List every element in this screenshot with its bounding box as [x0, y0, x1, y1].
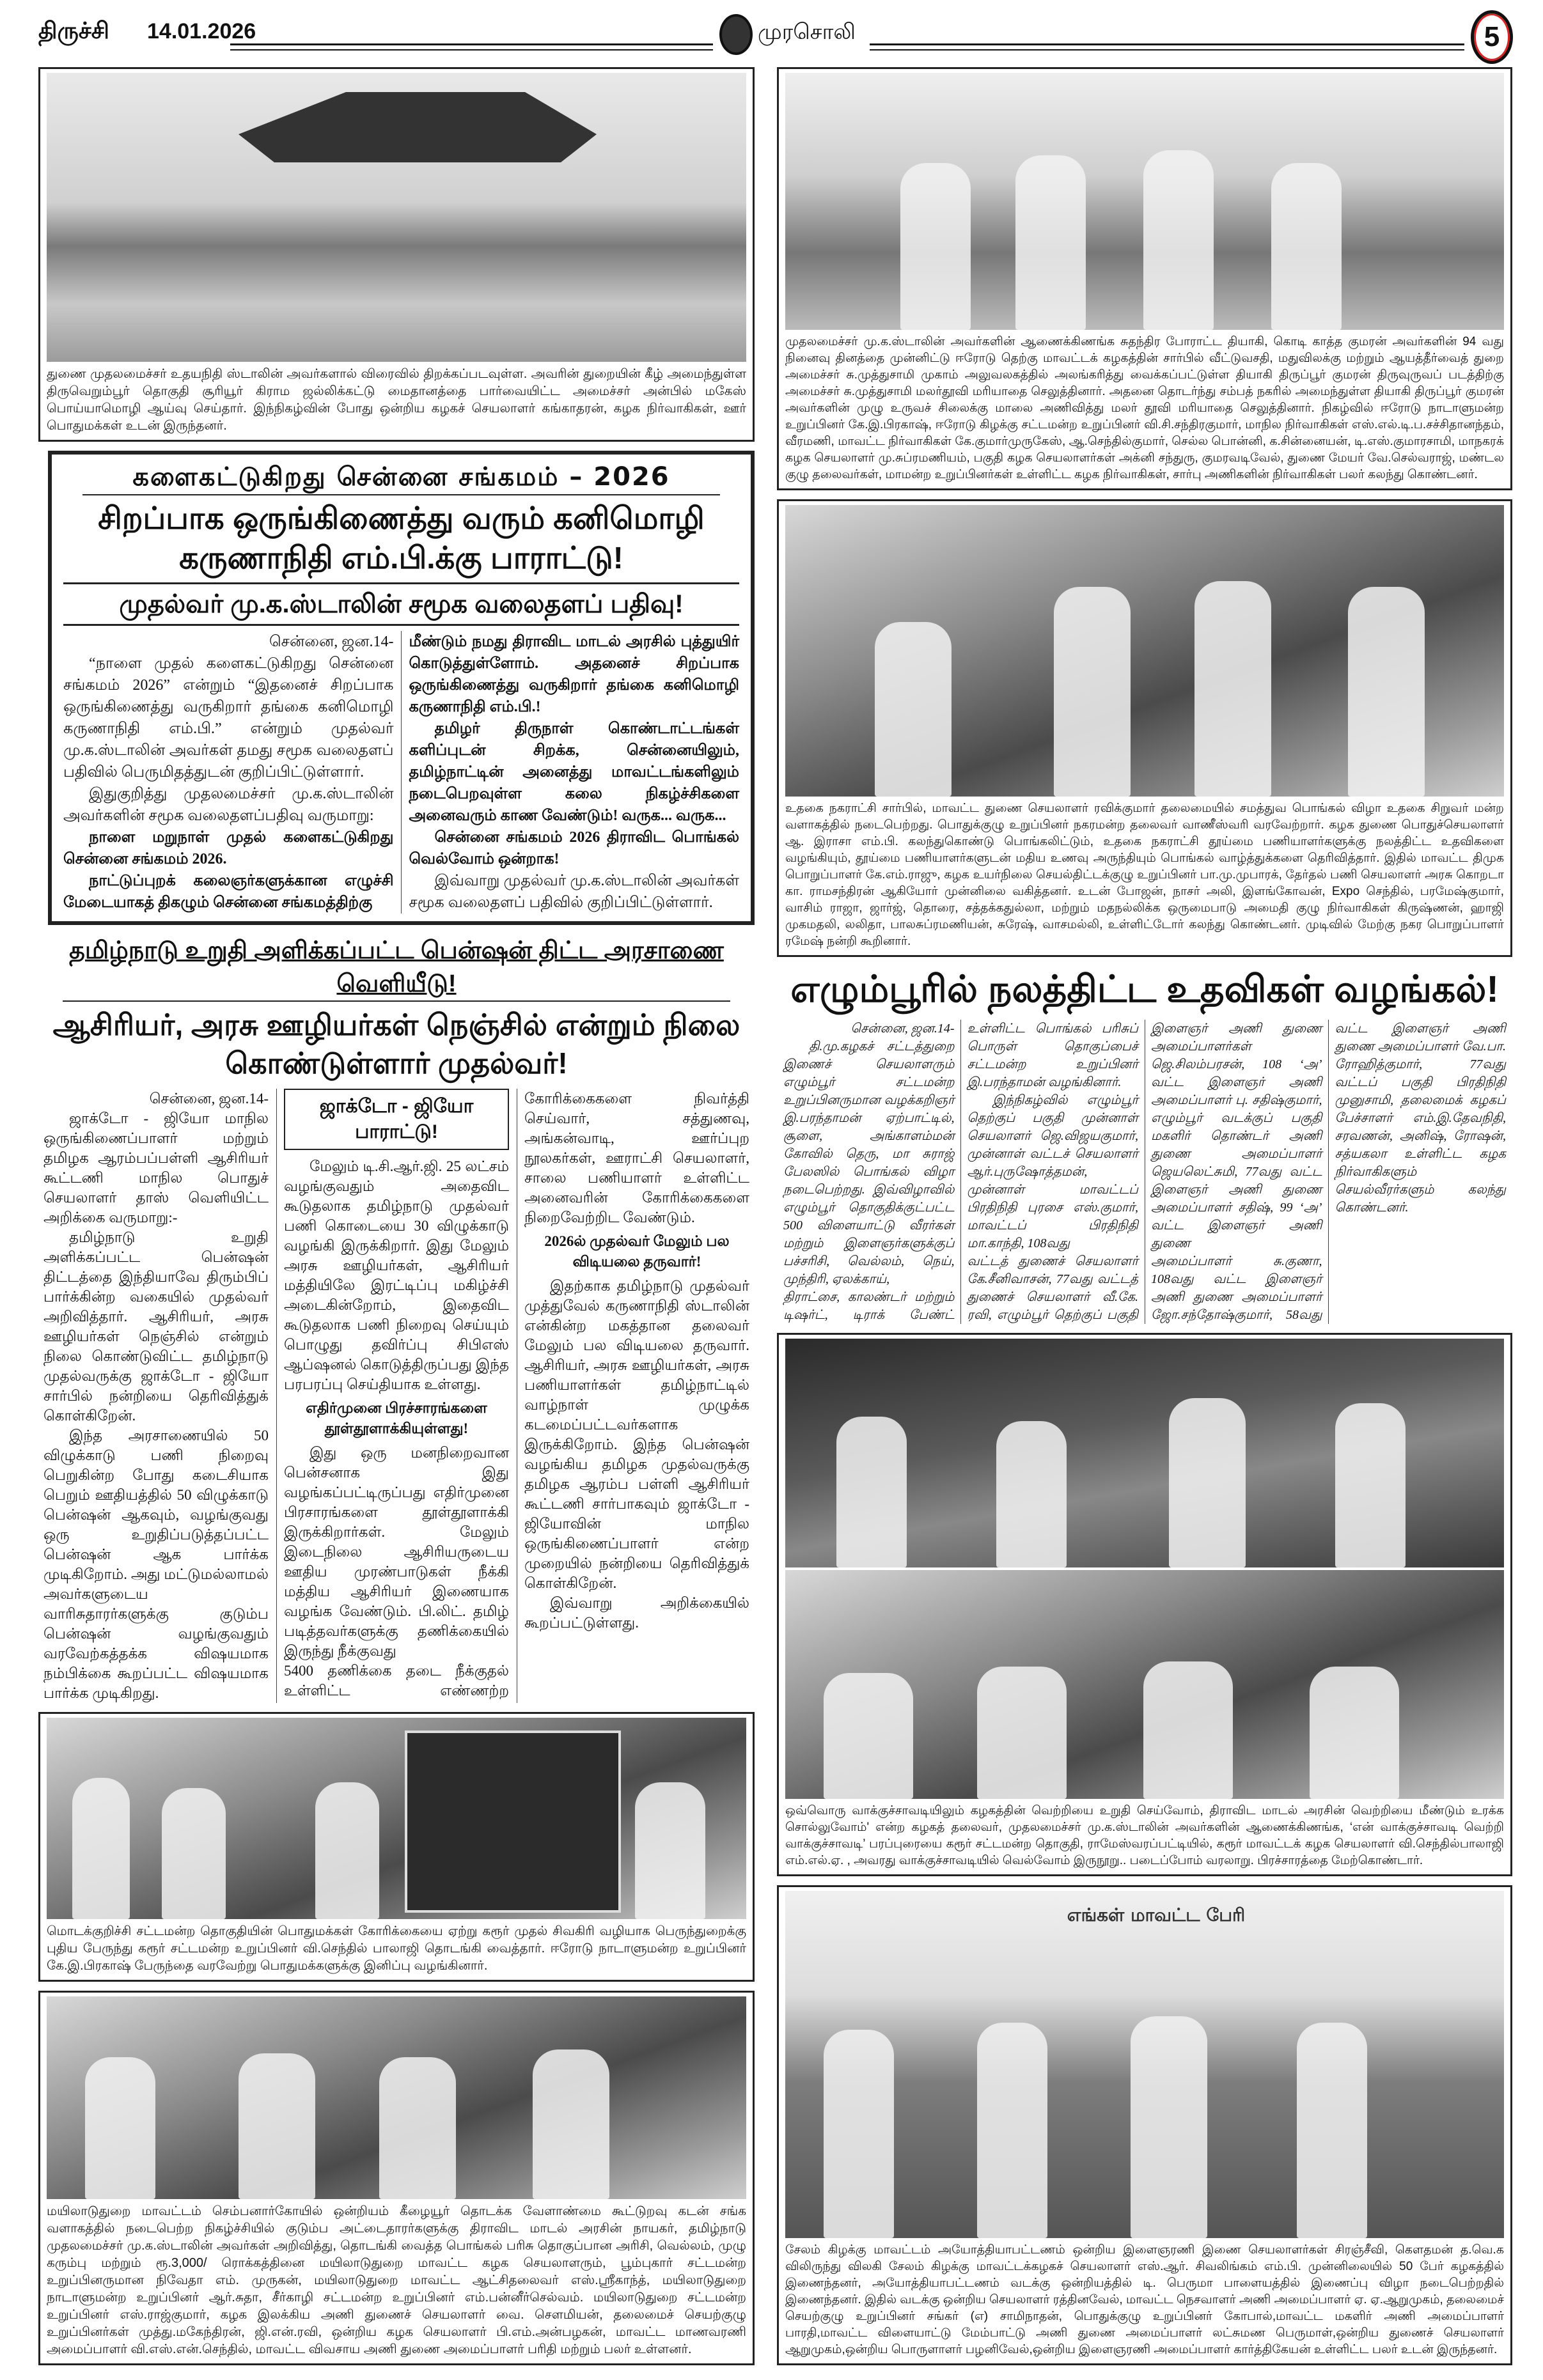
page-header [38, 12, 1516, 63]
section-subhead: எதிர்முனை பிரச்சாரங்களை தூள்தூளாக்கியுள்ளது! [306, 1399, 487, 1436]
masthead-name: முரசொலி [758, 19, 856, 45]
photo-story-ooty-pongal [777, 499, 1512, 957]
photo-story-jallikattu [38, 67, 755, 442]
paragraph: இவ்வாறு முதல்வர் மு.க.ஸ்டாலின் அவர்கள் சமூக வலைதளப் பதிவில் குறிப்பிட்டுள்ளார். [409, 872, 739, 911]
photo-story-pongal-gift [38, 1991, 755, 2365]
header-rule [230, 43, 713, 51]
masthead-logo-icon [719, 14, 753, 55]
right-column [777, 67, 1512, 2365]
photo-caption: சேலம் கிழக்கு மாவட்டம் அயோத்தியாபட்டணம் ஒன்றிய இளைஞரணி இணை செயலாளர்கள் சிரஞ்சீவி, கௌதமன் த.வெ.க விலிருந்து விலகி சேலம் கிழக்கு மாவட்டக்கழகச் செயலாளர் எஸ்.ஆர். சிவலிங்கம் எம்.பி. முன்னிலையில் 50 பேர் கழகத்தில் இணைந்தனர், அயோத்தியாபட்டணம் வடக்கு ஒன்றியத்தில் டி. பெருமா பாளையத்தில் இணைப்பு விழா நடைபெற்றதில் இணைந்தனர். இதில் வடக்கு ஒன்றிய செயலாளர் ரத்தினவேல், மாவட்ட நெசவாளர் அணி அமைப்பாளர் ஏ. ஏ.ஆறுமுகம், தலைமைச் செயற்குழு உறுப்பினர் சங்கர் (எ) சாமிநாதன், பொதுக்குழு உறுப்பினர் கோபால்,மாவட்ட மகளிர் அணி அமைப்பாளர் பாரதி,மாவட்ட விளையாட்டு மேம்பாட்டு அணி துணை அமைப்பாளர் லட்சுமண பெருமாள்,ஒன்றிய துணைச் செயலாளர் ஆறுமுகம்,ஒன்றிய பொருளாளர் பழனிவேல்,ஒன்றிய இளைஞரணி அமைப்பாளர் கார்த்திகேயன் உள்ளிட்ட பலர் உடன் இருந்தனர். [785, 2243, 1504, 2357]
paragraph: திராட்சை, காலண்டர் மற்றும் டிஷர்ட், டிராக் பேண்ட் உள்ளிட்ட பொங்கல் பரிசுப் பொருள் தொகுப்பைச் சட்டமன்ற உறுப்பினர் இ.பரந்தாமன் வழங்கினார். [783, 1022, 1138, 1323]
paragraph: இதற்காக தமிழ்நாடு முதல்வர் முத்துவேல் கருணாநிதி ஸ்டாலின் என்கின்ற மகத்தான தலைவர் மேலும் பல விடியலை தருவார். ஆசிரியர், அரசு ஊழியர்கள், அரசு பணியாளர்கள் தமிழ்நாட்டில் வாழ்நாள் முழுக்க கடமைப்பட்டவர்களாக இருக்கிறோம். இந்த பென்ஷன் வழங்கிய தமிழக முதல்வருக்கு தமிழக ஆரம்ப பள்ளி ஆசிரியர் கூட்டணி சார்பாகவும் ஜாக்டோ - ஜியோவின் மாநில ஒருங்கிணைப்பாளர் என்ற முறையில் நன்றியை தெரிவித்துக் கொள்கிறேன். [524, 1277, 749, 1591]
photo-story-booth-campaign [777, 1333, 1512, 1876]
news-photo [47, 1996, 746, 2199]
photo-story-bus [38, 1712, 755, 1982]
news-photo [785, 1570, 1504, 1799]
news-photo [47, 1718, 746, 1920]
paragraph: மேலும் டி.சி.ஆர்.ஜி. 25 லட்சம் வழங்குவதும் அதைவிட கூடுதலாக தமிழ்நாடு முதல்வர் பணி கொடையை 30 விழுக்காடு வழங்கி இருக்கிறார். இது மேலும் அரசு ஊழியர்கள், ஆசிரியர் மத்தியிலே இரட்டிப்பு மகிழ்ச்சி அடைகின்றோம், இதைவிட கூடுதலாக பணி நிறைவு செய்யும் பொழுது தவிர்ப்பு சிபிஎஸ் ஆப்ஷனல் கொடுத்திருப்பது இந்த பரபரப்பு செய்தியாக உள்ளது. [284, 1158, 509, 1392]
paragraph: தி.மு.கழகச் சட்டத்துறை இணைச் செயலாளரும் எழும்பூர் சட்டமன்ற உறுப்பினருமான வழக்கறிஞர் இ.பரந்தாமன் ஏற்பாட்டில், சூளை, அங்காளம்மன் கோவில் தெரு, மா சுராஜ் பேலஸில் பொங்கல் விழா நடைபெற்றது. இவ்விழாவில் எழும்பூர் தொகுதிக்குட்பட்ட 500 விளையாட்டு வீரர்கள் மற்றும் இளைஞர்களுக்குப் பச்சரிசி, வெல்லம், நெய், முந்திரி, ஏலக்காய், [783, 1039, 955, 1287]
article-headline: சிறப்பாக ஒருங்கிணைத்து வரும் கனிமொழி கருணாநிதி எம்.பி.க்கு பாராட்டு! [98, 501, 705, 575]
paragraph: ஜாக்டோ - ஜியோ மாநில ஒருங்கிணைப்பாளர் மற்றும் தமிழக ஆரம்பப்பள்ளி ஆசிரியர் கூட்டணி மாநில பொதுச் செயலாளர் தாஸ் வெளியிட்ட அறிக்கை வருமாறு:- [43, 1110, 269, 1225]
paragraph: தமிழர் திருநாள் கொண்டாட்டங்கள் களிப்புடன் சிறக்க, சென்னையிலும், தமிழ்நாட்டின் அனைத்து மாவட்டங்களிலும் நடைபெறவுள்ள கலை நிகழ்ச்சிகளை அனைவரும் காண வேண்டும்! வருக... வருக... [409, 720, 739, 824]
dateline: சென்னை, ஜன.14- [850, 1022, 955, 1036]
article-subhead: முதல்வர் மு.க.ஸ்டாலின் சமூக வலைதளப் பதிவு! [119, 589, 684, 618]
divider [63, 624, 739, 626]
edition-city: திருச்சி [38, 18, 109, 44]
article-kicker: களைகட்டுகிறது சென்னை சங்கமம் – 2026 [132, 462, 670, 492]
article-body [63, 631, 739, 914]
article-body [43, 1089, 749, 1703]
banner-text: எங்கள் மாவட்ட பேரி [1067, 1904, 1246, 1926]
divider [82, 494, 720, 495]
photo-caption: மயிலாடுதுறை மாவட்டம் செம்பனார்கோயில் ஒன்றியம் கீழையூர் தொடக்க வேளாண்மை கூட்டுறவு கடன் சங்க வளாகத்தில் நடைபெற்ற நிகழ்ச்சியில் குடும்ப அட்டைதாரர்களுக்கு திராவிட மாடல் அரசின் நாயகர், தமிழ்நாடு முதலமைச்சர் மு.க.ஸ்டாலின் அவர்கள் அறிவித்து, தொடங்கி வைத்த பொங்கல் பரிசு தொகுப்பான அரிசி, வெல்லம், முழு கரும்பு மற்றும் ரூ.3,000/ ரொக்கத்தினை மயிலாடுதுறை மாவட்ட கழக செயலாளரும், பூம்புகார் சட்டமன்ற உறுப்பினருமான நிவேதா எம். முருகன், மயிலாடுதுறை மாவட்ட ஆட்சிதலைவர் எஸ்.ஸ்ரீகாந்த், மயிலாடுதுறை நாடாளுமன்ற உறுப்பினர் ஆர்.சுதா, சீர்காழி சட்டமன்ற உறுப்பினர் எம்.பன்னீர்செல்வம். மயிலாடுதுறை சட்டமன்ற உறுப்பினர் எஸ்.ராஜ்குமார், கழக இலக்கிய அணி துணைச் செயலாளர் வை. சௌமியன், தலைமைச் செயற்குழு உறுப்பினர்கள் முத்து.மகேந்திரன், ஜி.என்.ரவி, ஒன்றிய கழக செயலாளர் பி.எம்.அன்பழகன், மாவட்ட மாணவரணி அமைப்பாளர் வி.எஸ்.என்.செந்தில், மாவட்ட விவசாய அணி துணை அமைப்பாளர் பரிதி மற்றும் பலர் உள்ளனர். [47, 2204, 747, 2356]
paragraph: இது ஒரு மனநிறைவான பென்சனாக இது வழங்கப்பட்டிருப்பது எதிர்முனை பிரசாரங்களை தூள்தூளாக்கி இருக்கிறார்கள். மேலும் இடைநிலை ஆசிரியருடைய ஊதிய முரண்பாடுகள் நீக்கி மத்திய ஆசிரியர் இணையாக வழங்க வேண்டும். பி.லிட். தமிழ் படித்தவர்களுக்கு தணிக்கையில் இருந்து நீக்குவது [284, 1444, 509, 1659]
edition-date: 14.01.2026 [147, 19, 256, 43]
news-photo [785, 505, 1504, 797]
left-column [38, 67, 755, 2365]
article-body [783, 1020, 1506, 1324]
photo-caption: மொடக்குறிச்சி சட்டமன்ற தொகுதியின் பொதுமக்கள் கோரிக்கையை ஏற்று கரூர் முதல் சிவகிரி வழியாக பெருந்துறைக்கு புதிய பேருந்து கரூர் சட்டமன்ற உறுப்பினர் வி.செந்தில் பாலாஜி தொடங்கி வைத்தார். ஈரோடு நாடாளுமன்ற உறுப்பினர் கே.இ.பிரகாஷ் பேருந்தை வரவேற்று பொதுமக்களுக்கு இனிப்பு வழங்கினார். [47, 1924, 747, 1973]
paragraph: நாட்டுப்புறக் கலைஞர்களுக்கான எழுச்சி மேடையாகத் திகழும் சென்னை சங்கமத்திற்கு [63, 872, 394, 911]
article-headline: ஆசிரியர், அரசு ஊழியர்கள் நெஞ்சில் என்றும் நிலை கொண்டுள்ளார் முதல்வர்! [52, 1007, 740, 1080]
paragraph: தமிழ்நாடு உறுதி அளிக்கப்பட்ட பென்ஷன் திட்டத்தை இந்தியாவே திரும்பிப் பார்க்கின்ற வகையில் முதல்வர் அறிவித்தார். ஆசிரியர், அரசு ஊழியர்கள் நெஞ்சில் என்றும் நிலை கொண்டுவிட்ட தமிழ்நாடு முதல்வருக்கு ஜாக்டோ - ஜியோ சார்பில் நன்றியை தெரிவித்துக் கொள்கிறேன். [43, 1229, 269, 1424]
boxed-title: ஜாக்டோ - ஜியோ பாராட்டு! [284, 1089, 509, 1150]
paragraph: மீண்டும் நமது திராவிட மாடல் அரசில் புத்துயிர் கொடுத்துள்ளோம். அதனைச் சிறப்பாக ஒருங்கிணைத்து வருகிறார் தங்கை கனிமொழி கருணாநிதி எம்.பி.! [409, 633, 739, 715]
article-headline: எழும்பூரில் நலத்திட்ட உதவிகள் வழங்கல்! [790, 968, 1499, 1011]
header-rule [870, 43, 1464, 51]
section-subhead: 2026ல் முதல்வர் மேலும் பல விடியலை தருவார்! [544, 1233, 730, 1270]
photo-story-kumaran [777, 67, 1512, 490]
news-photo [785, 1891, 1504, 2238]
photo-caption: ஒவ்வொரு வாக்குச்சாவடியிலும் கழகத்தின் வெற்றியை உறுதி செய்வோம், திராவிட மாடல் அரசின் வெற்றியை மீண்டும் உரக்க சொல்லுவோம்' என்ற கழகத் தலைவர், முதலமைச்சர் மு.க.ஸ்டாலின் அவர்களின் ஆணைக்கிணங்க, ‘என் வாக்குச்சாவடி வெற்றி வாக்குச்சாவடி’ பரப்புரையை கரூர் சட்டமன்ற தொகுதி, ராமேஸ்வரப்பட்டியில், கரூர் மாவட்டக் கழக செயலாளர் வி.செந்தில்பாலாஜி எம்.எல்.ஏ. , அவரது வாக்குச்சாவடியில் வெல்வோம் இருநூறு.. படைப்போம் வரலாறு. பிரச்சாரத்தை மேற்கொண்டார். [785, 1804, 1504, 1868]
article-egmore [777, 966, 1512, 1324]
paragraph: இந்நிகழ்வில் எழும்பூர் தெற்குப் பகுதி முன்னாள் செயலாளர் ஜெ.விஜயகுமார், முன்னாள் வட்டச் செயலாளர் ஆர்.புருஷோத்தமன், முன்னாள் மாவட்டப் பிரதிநிதி புரசை எஸ்.குமார், மாவட்டப் பிரதிநிதி மா.காந்தி, 108வது [967, 1093, 1138, 1251]
dateline: சென்னை, ஜன.14- [269, 633, 394, 650]
page-number-badge: 5 [1471, 10, 1513, 64]
paragraph: இதுகுறித்து முதலமைச்சர் மு.க.ஸ்டாலின் அவர்களின் சமூக வலைதளப்பதிவு வருமாறு: [63, 785, 394, 824]
paragraph: “நாளை முதல் களைகட்டுகிறது சென்னை சங்கமம் 2026” என்றும் “இதனைச் சிறப்பாக ஒருங்கிணைத்து வருகிறார் தங்கை கனிமொழி கருணாநிதி எம்.பி.” என்றும் முதல்வர் மு.க.ஸ்டாலின் அவர்கள் தமது சமூக வலைதளப் பதிவில் பெருமிதத்துடன் குறிப்பிட்டுள்ளார். [63, 655, 394, 781]
dateline: சென்னை, ஜன.14- [149, 1090, 269, 1107]
paragraph: அமைப்பாளர் சு.குணா, 108வது வட்ட இளைஞர் அணி துணை அமைப்பாளர் ஜோ.சந்தோஷ்குமார், 58வது வட்ட இளைஞர் அணி துணை அமைப்பாளர் வே.பா. ரோஹித்குமார், 77வது வட்டப் பகுதி பிரதிநிதி முனுசாமி, தலைமைக் கழகப் பேச்சாளர் எம்.இ.தேவநிதி, சரவணன், அனிஷ், ரோஷன், சத்யகலா உள்ளிட்ட கழக நிர்வாகிகளும் செயல்வீரர்களும் கலந்து கொண்டனர். [1151, 1022, 1506, 1323]
article-chennai-sangamam [48, 451, 755, 925]
news-photo [785, 1339, 1504, 1567]
news-photo [47, 73, 746, 362]
photo-caption: முதலமைச்சர் மு.க.ஸ்டாலின் அவர்களின் ஆணைக்கிணங்க சுதந்திர போராட்ட தியாகி, கொடி காத்த குமரன் அவர்களின் 94 வது நினைவு தினத்தை முன்னிட்டு ஈரோடு தெற்கு மாவட்டக் கழகத்தின் சார்பில் வீட்டுவசதி, மதுவிலக்கு மற்றும் ஆயத்தீர்வைத் துறை அமைச்சர் சு.முத்துசாமி முகாம் அலுவலகத்தில் அலங்கரித்து வைக்கப்பட்டுள்ள தியாகி திருப்பூர் குமரன் திருவுருவப் படத்திற்கு அமைச்சர் சு.முத்துசாமி மலர்தூவி மரியாதை செலுத்தினார். அதனை தொடர்ந்து சம்பத் நகரில் அமைந்துள்ள தியாகி திருப்பூர் குமரன் அவர்களின் முழு உருவச் சிலைக்கு மாலை அணிவித்து மலர் தூவி மரியாதை செலுத்தினார். நிகழ்வில் ஈரோடு நாடாளுமன்ற உறுப்பினர் கே.இ.பிரகாஷ், ஈரோடு கிழக்கு சட்டமன்ற உறுப்பினர் வி.சி.சந்திரகுமார், மாநில நிர்வாகிகள் எஸ்.எல்.டி.ப.சச்சிதானந்தம், வீரமணி, மாவட்ட நிர்வாகிகள் கே.குமார்முருகேஸ், ஆ.செந்தில்குமார், செல்ல பொன்னி, க.சின்னையன், டி.எஸ்.குமாரசாமி, மாநகரக் கழக செயலாளர் மு.சுப்ரமணியம், பகுதி கழக செயலாளர்கள் அக்னி சந்துரு, குமரவடிவேல், துணை மேயர் வே.செல்வராஜ், மண்டல குழு தலைவர்கள், மாமன்ற உறுப்பினர்கள் உள்ளிட்ட கழக நிர்வாகிகள், சார்பு அணிகளின் நிர்வாகிகள் பலர் கலந்து கொண்டனர். [785, 335, 1504, 482]
article-kicker: தமிழ்நாடு உறுதி அளிக்கப்பட்ட பென்ஷன் திட்ட அரசாணை வெளியீடு! [69, 937, 724, 997]
divider [63, 582, 739, 584]
divider [63, 1000, 730, 1002]
paragraph: 5400 தணிக்கை தடை நீக்குதல் உள்ளிட்ட எண்ணற்ற கோரிக்கைகளை நிவர்த்தி செய்வார், சத்துணவு, அங்கன்வாடி, ஊர்ப்புற நூலகர்கள், ஊராட்சி செயலாளர், சாலை பணியாளர் உள்ளிட்ட அனைவரின் கோரிக்கைகளை நிறைவேற்றிட வேண்டும். [284, 1090, 749, 1699]
photo-story-salem-joining [777, 1885, 1512, 2365]
paragraph: வட்டத் துணைச் செயலாளர் கே.சீனிவாசன், 77வது வட்டத் துணைச் செயலாளர் வீ.கே. ரவி, எழும்பூர் தெற்குப் பகுதி இளைஞர் அணி துணை அமைப்பாளர்கள் ஜெ.சிலம்பரசன், 108 ‘அ’ வட்ட இளைஞர் அணி அமைப்பாளர் பு. சதிஷ்குமார், எழும்பூர் வடக்குப் பகுதி மகளிர் தொண்டர் அணி துணை அமைப்பாளர் ஜெயலெட்சுமி, 77வது வட்ட இளைஞர் அணி துணை அமைப்பாளர் சதிஷ், 99 ‘அ’ வட்ட இளைஞர் அணி துணை [967, 1022, 1322, 1323]
photo-caption: துணை முதலமைச்சர் உதயநிதி ஸ்டாலின் அவர்களால் விரைவில் திறக்கப்படவுள்ள. அவரின் துறையின் கீழ் அமைந்துள்ள திருவெறும்பூர் தொகுதி சூரியூர் கிராம ஜல்லிக்கட்டு மைதானத்தை பார்வையிட்ட அமைச்சர் அன்பில் மகேஸ் பொய்யாமொழி ஆய்வு செய்தார். இந்நிகழ்வின் போது ஒன்றிய கழகச் செயலாளர் கங்காதரன், கழக நிர்வாகிகள், ஊர் பொதுமக்கள் உடன் இருந்தனர். [47, 366, 746, 433]
paragraph: சென்னை சங்கமம் 2026 திராவிட பொங்கல் வெல்வோம் ஒன்றாக! [409, 828, 739, 867]
news-photo [785, 73, 1504, 330]
paragraph: இவ்வாறு அறிக்கையில் கூறப்பட்டுள்ளது. [524, 1594, 749, 1631]
photo-caption: உதகை நகராட்சி சார்பில், மாவட்ட துணை செயலாளர் ரவிக்குமார் தலைமையில் சமத்துவ பொங்கல் விழா உதகை சிறுவர் மன்ற வளாகத்தில் நடைபெற்றது. பொதுக்குழு உறுப்பினர் நகரமன்ற தலைவர் வாணீஸ்வரி வரவேற்றார். கழக துணை பொதுச்செயலாளர் ஆ. இராசா எம்.பி. கலந்துகொண்டு பொங்கலிட்டும், உதகை நகராட்சி தூய்மை பணியாளர்களுக்கு நலத்திட்ட உதவிகளை வழங்கியும், தூய்மை பணியாளர்களுடன் மதிய உணவு அருந்தியும் பொங்கல் வாழ்த்துக்களை தெரிவித்தார். இதில் மாவட்ட திமுக பொறுப்பாளர் கே.எம்.ராஜு, கழக உயர்நிலை செயல்திட்டக்குழு உறுப்பினர் பா.மு.முபாரக், தேர்தல் பணி செயலாளர் அரசு கொறடா கா. ராமசந்திரன் ஆகியோர் முன்னிலை வகித்தனர். உடன் போஜன், நாசர் அலி, இளங்கோவன், Expo செந்தில், பரமேஷ்குமார், வாசிம் ராஜா, ஜார்ஜ், தொரை, சத்தக்கதுல்லா, மற்றும் மதநல்லிக்க ஒருமைபாடு அமைதி குழு நிர்வாகிகள் கிருஷ்ணன், ஹாஜி முகமதலி, லலிதா, பாலசுப்ரமணியன், சுரேஷ், வாசமல்லி, உள்ளிட்டோர் கலந்து கொண்டனர். முடிவில் மேற்கு நகர பொறுப்பாளர் ரமேஷ் நன்றி கூறினார். [785, 802, 1504, 949]
paragraph: நாளை மறுநாள் முதல் களைகட்டுகிறது சென்னை சங்கமம் 2026. [63, 828, 394, 867]
article-pension [38, 934, 755, 1703]
paragraph: இந்த அரசாணையில் 50 விழுக்காடு பணி நிறைவு பெறுகின்ற போது கடைசியாக பெறும் ஊதியத்தில் 50 விழுக்காடு பென்ஷன் ஆகவும், வழங்குவது ஒரு உறுதிப்படுத்தப்பட்ட பென்ஷன் ஆக பார்க்க முடிகிறோம். அது மட்டுமல்லாமல் அவர்களுடைய வாரிசுதாரர்களுக்கு குடும்ப பென்ஷன் வழங்குவதும் வரவேற்கத்தக்க விஷயமாக நம்பிக்கை கூறப்பட்ட விஷயமாக பார்க்க முடிகிறது. [43, 1427, 269, 1701]
